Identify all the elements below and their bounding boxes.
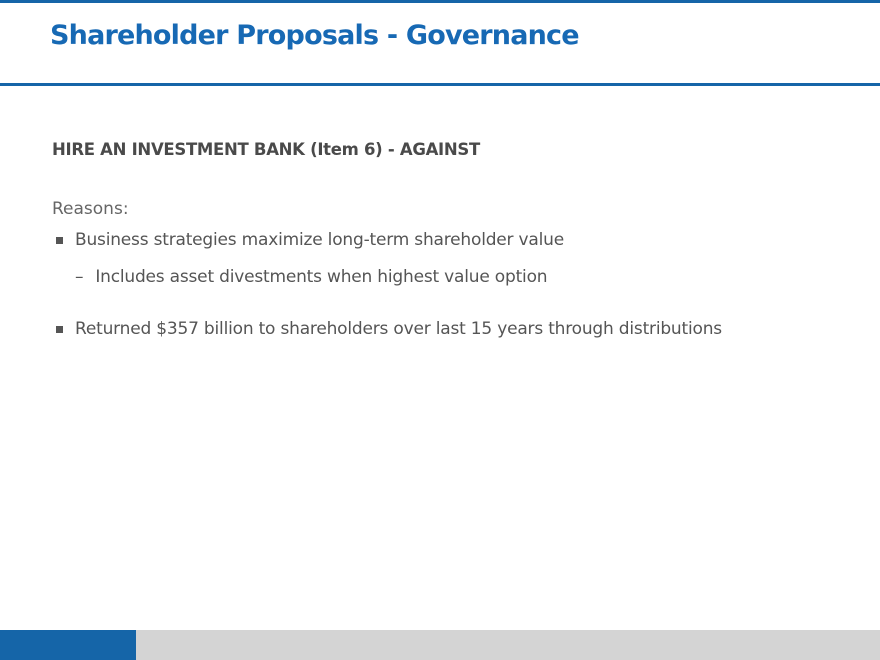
square-bullet-icon — [56, 237, 63, 244]
title-divider — [0, 83, 880, 86]
sub-bullet-text: Includes asset divestments when highest value option — [95, 267, 548, 287]
sub-bullet-item — [75, 267, 547, 287]
section-heading: HIRE AN INVESTMENT BANK (Item 6) - AGAINST — [52, 140, 480, 159]
slide-title: Shareholder Proposals - Governance — [50, 20, 579, 51]
bullet-text: Business strategies maximize long-term shareholder value — [75, 230, 564, 250]
bullet-item — [52, 230, 564, 250]
bullet-item — [52, 319, 722, 339]
bullet-text: Returned $357 billion to shareholders over last 15 years through distributions — [75, 319, 722, 339]
reasons-label: Reasons: — [52, 199, 129, 219]
footer-accent-block — [0, 630, 136, 660]
dash-bullet-icon: – — [75, 267, 84, 287]
square-bullet-icon — [56, 326, 63, 333]
top-accent-line — [0, 0, 880, 3]
